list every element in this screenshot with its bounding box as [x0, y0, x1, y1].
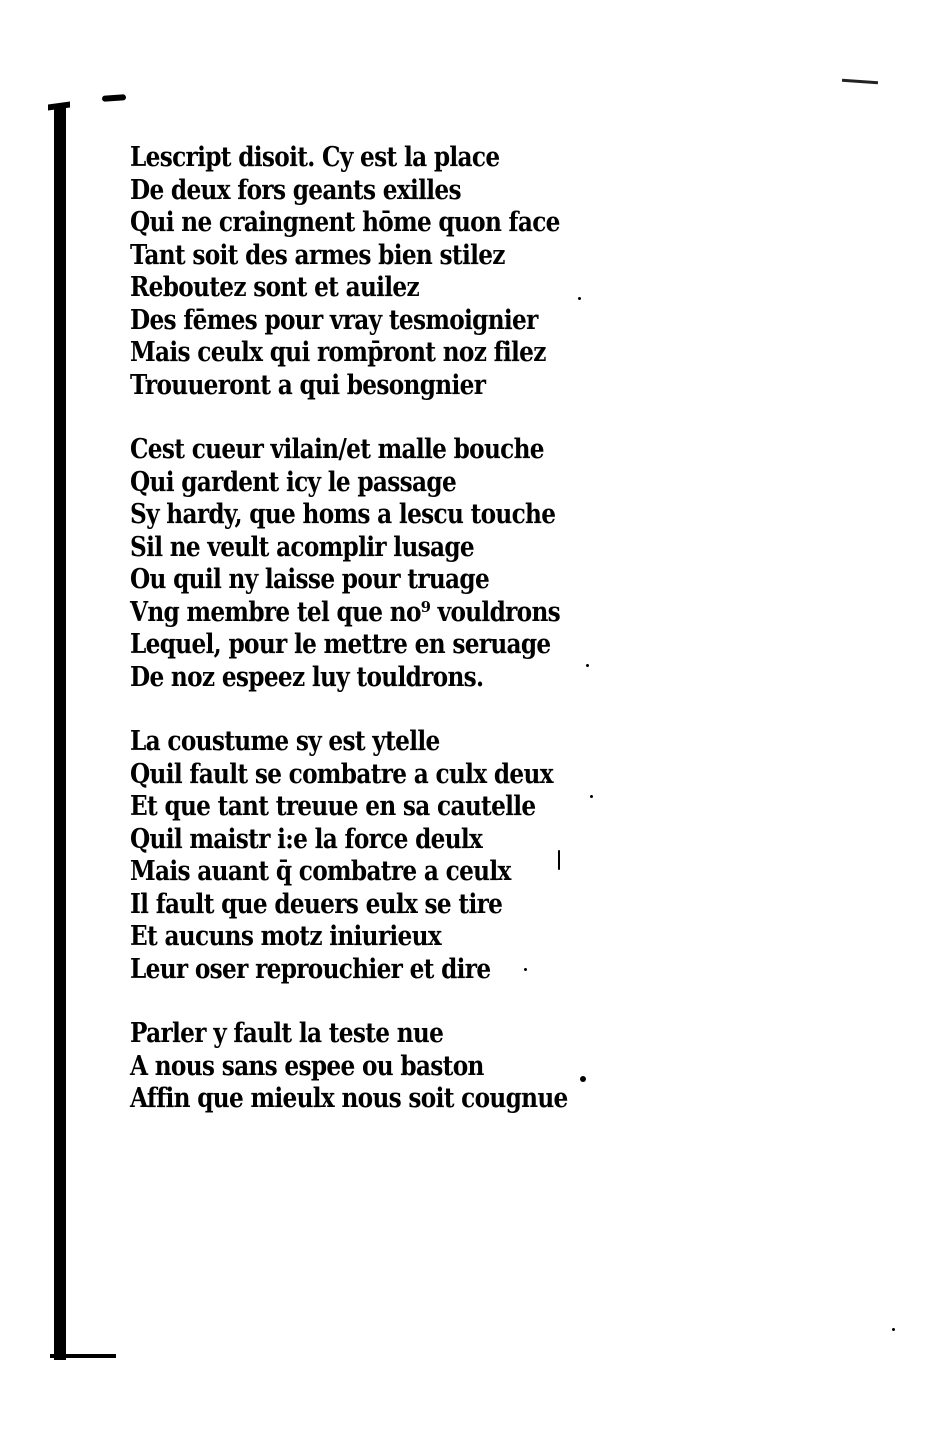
- stanza: [130, 1018, 600, 1116]
- verse-line: Cest cueur vilain/et malle bouche: [130, 434, 544, 465]
- verse-line: Affin que mieulx nous soit cougnue: [130, 1083, 568, 1114]
- verse-line: Sy hardy, que homs a lescu touche: [130, 499, 556, 530]
- verse-line: Quil fault se combatre a culx deux: [130, 758, 553, 790]
- verse-line: Ou quil ny laisse pour truage: [130, 564, 490, 595]
- binding-edge: [54, 104, 66, 1360]
- binding-edge-foot: [50, 1354, 116, 1358]
- verse-line: Parler y fault la teste nue: [130, 1018, 444, 1049]
- verse-line: De deux fors geants exilles: [130, 174, 461, 206]
- verse-line: Et que tant treuue en sa cautelle: [130, 791, 536, 822]
- verse-line: Lequel, pour le mettre en seruage: [130, 629, 551, 660]
- verse-line: Reboutez sont et auilez: [130, 272, 419, 303]
- stanza: [130, 434, 600, 694]
- verse-line: Et aucuns motz iniurieux: [130, 921, 441, 952]
- stanza: [130, 142, 600, 402]
- verse-line: Quil maistr i:e la force deulx: [130, 823, 483, 855]
- verse-line: Leur oser reprouchier et dire: [130, 953, 491, 985]
- verse-line: Vng membre tel que no⁹ vouldrons: [130, 596, 561, 628]
- poem-text: [130, 142, 600, 1148]
- verse-line: Trouueront a qui besongnier: [130, 369, 486, 401]
- verse-line: A nous sans espee ou baston: [130, 1050, 484, 1082]
- ink-mark: [842, 79, 878, 85]
- verse-line: Mais ceulx qui romp̄ront noz filez: [130, 337, 546, 368]
- verse-line: Tant soit des armes bien stilez: [130, 239, 505, 271]
- verse-line: Il fault que deuers eulx se tire: [130, 888, 503, 920]
- speck: [892, 1328, 895, 1331]
- verse-line: La coustume sy est ytelle: [130, 726, 440, 757]
- verse-line: Sil ne veult acomplir lusage: [130, 531, 475, 563]
- verse-line: Lescript disoit. Cy est la place: [130, 142, 500, 173]
- verse-line: Des fēmes pour vray tesmoignier: [130, 304, 538, 336]
- ink-mark: [102, 94, 126, 102]
- verse-line: De noz espeez luy touldrons.: [130, 661, 484, 693]
- verse-line: Qui ne craingnent hōme quon face: [130, 207, 560, 238]
- verse-line: Qui gardent icy le passage: [130, 466, 457, 498]
- verse-line: Mais auant q̄ combatre a ceulx: [130, 856, 511, 887]
- stanza: [130, 726, 600, 986]
